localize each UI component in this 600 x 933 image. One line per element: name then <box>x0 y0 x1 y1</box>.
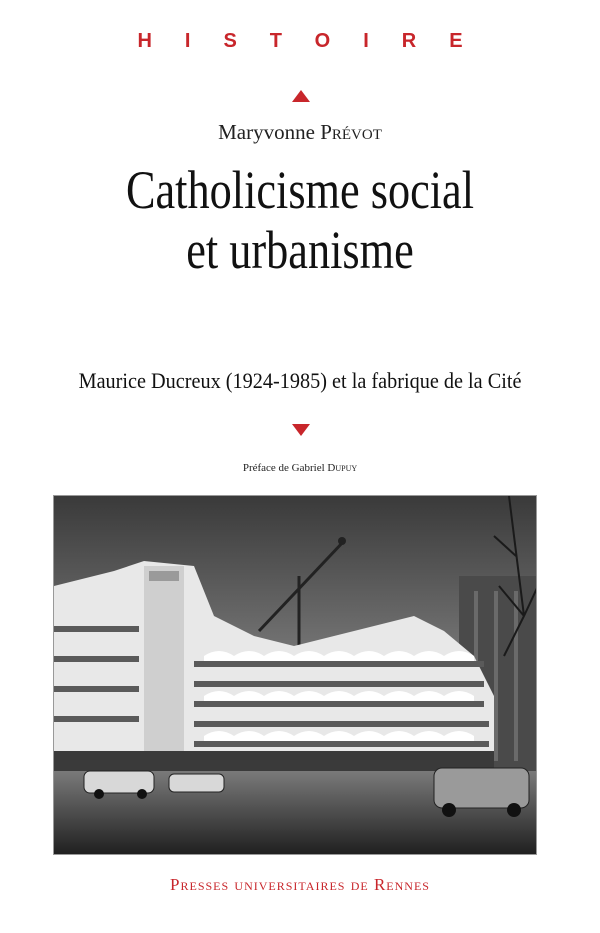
publisher-name: Presses universitaires de Rennes <box>170 875 430 894</box>
book-title <box>54 160 546 280</box>
author-first-name: Maryvonne <box>218 120 315 144</box>
preface-prefix: Préface de Gabriel <box>242 462 325 474</box>
title-line-1: Catholicisme social <box>125 160 475 220</box>
building-photo-illustration <box>54 496 537 855</box>
triangle-up-icon <box>292 90 310 102</box>
author-last-name: Prévot <box>320 120 382 144</box>
book-subtitle: Maurice Ducreux (1924-1985) et la fabrique de la Cité <box>78 368 522 393</box>
title-line-2: et urbanisme <box>186 220 414 280</box>
building-photo <box>53 495 537 855</box>
preface-name: Dupuy <box>327 462 358 474</box>
series-label: HISTOIRE <box>137 30 496 52</box>
triangle-down-icon <box>292 424 310 436</box>
preface-credit <box>0 462 600 474</box>
author-name <box>0 120 600 145</box>
